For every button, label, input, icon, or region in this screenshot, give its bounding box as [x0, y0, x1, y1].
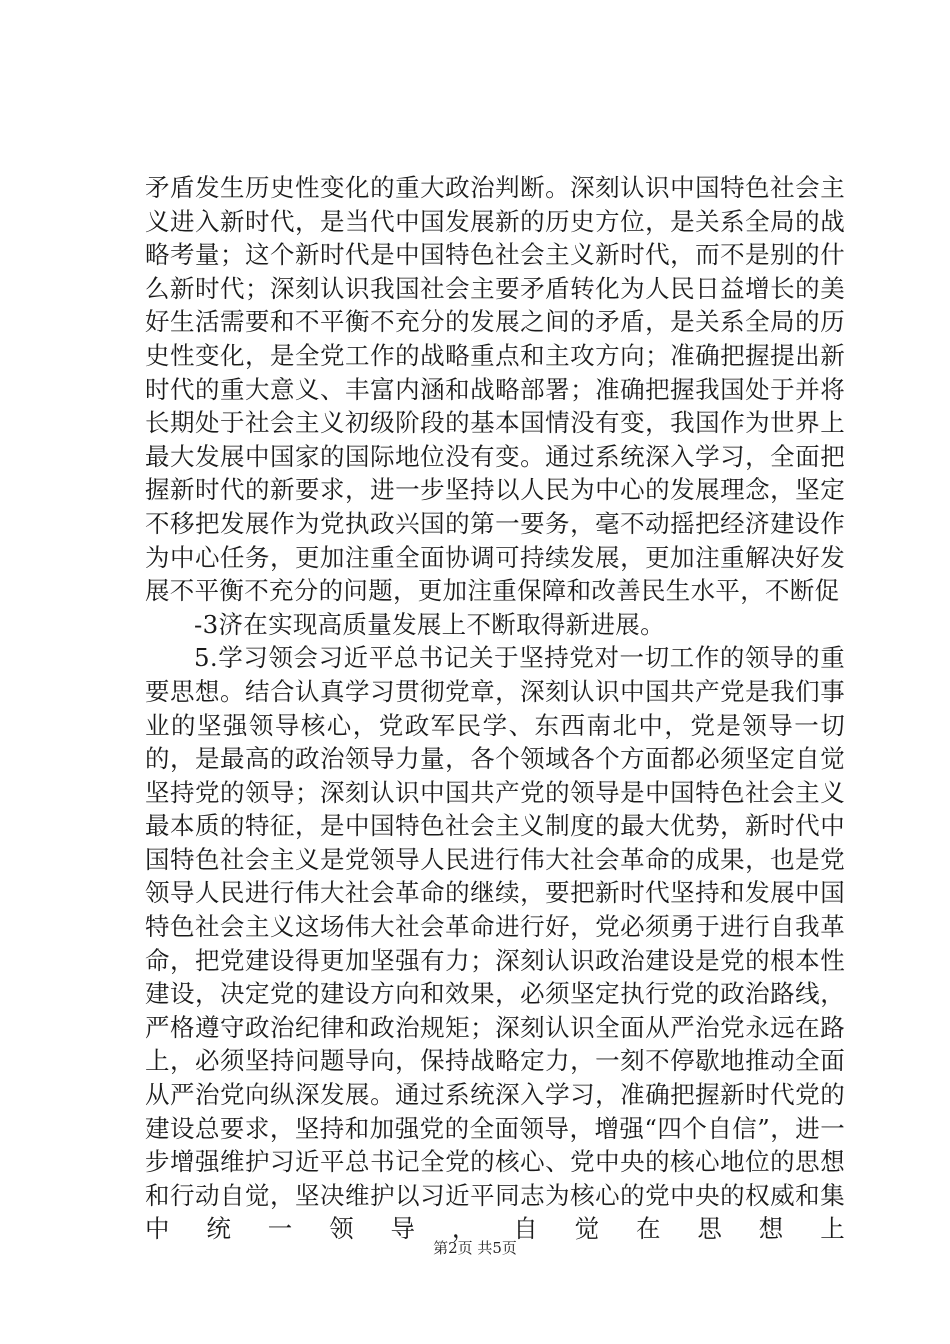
document-body — [145, 171, 845, 1246]
paragraph-2: -3济在实现高质量发展上不断取得新进展。 — [194, 609, 665, 639]
page-number-footer: 第2页 共5页 — [433, 1239, 517, 1257]
paragraph-3: 5.学习领会习近平总书记关于坚持党对一切工作的领导的重要思想。结合认真学习贯彻党章，深刻认识中国共产党是我们事业的坚强领导核心，党政军民学、东西南北中，党是领导一切的，是最高的政治领导力量，各个领域各个方面都必须坚定自觉坚持党的领导；深刻认识中国共产党的领导是中国特色社会主义最本质的特征，是中国特色社会主义制度的最大优势，新时代中国特色社会主义是党领导人民进行伟大社会革命的成果，也是党领导人民进行伟大社会革命的继续，要把新时代坚持和发展中国特色社会主义这场伟大社会革命进行好，党必须勇于进行自我革命，把党建设得更加坚强有力；深刻认识政治建设是党的根本性建设，决定党的建设方向和效果，必须坚定执行党的政治路线，严格遵守政治纪律和政治规矩；深刻认识全面从严治党永远在路上，必须坚持问题导向，保持战略定力，一刻不停歇地推动全面从严治党向纵深发展。通过系统深入学习，准确把握新时代党的建设总要求，坚持和加强党的全面领导，增强“四个自信”，进一步增强维护习近平总书记全党的核心、党中央的核心地位的思想和行动自觉，坚决维护以习近平同志为核心的党中央的权威和集中统一领导，自觉在思想上 — [145, 643, 845, 1244]
paragraph-1: 矛盾发生历史性变化的重大政治判断。深刻认识中国特色社会主义进入新时代，是当代中国发展新的历史方位，是关系全局的战略考量；这个新时代是中国特色社会主义新时代，而不是别的什么新时代；深刻认识我国社会主要矛盾转化为人民日益增长的美好生活需要和不平衡不充分的发展之间的矛盾，是关系全局的历史性变化，是全党工作的战略重点和主攻方向；准确把握提出新时代的重大意义、丰富内涵和战略部署；准确把握我国处于并将长期处于社会主义初级阶段的基本国情没有变，我国作为世界上最大发展中国家的国际地位没有变。通过系统深入学习，全面把握新时代的新要求，进一步坚持以人民为中心的发展理念，坚定不移把发展作为党执政兴国的第一要务，毫不动摇把经济建设作为中心任务，更加注重全面协调可持续发展，更加注重解决好发展不平衡不充分的问题，更加注重保障和改善民生水平，不断促 — [145, 173, 845, 606]
